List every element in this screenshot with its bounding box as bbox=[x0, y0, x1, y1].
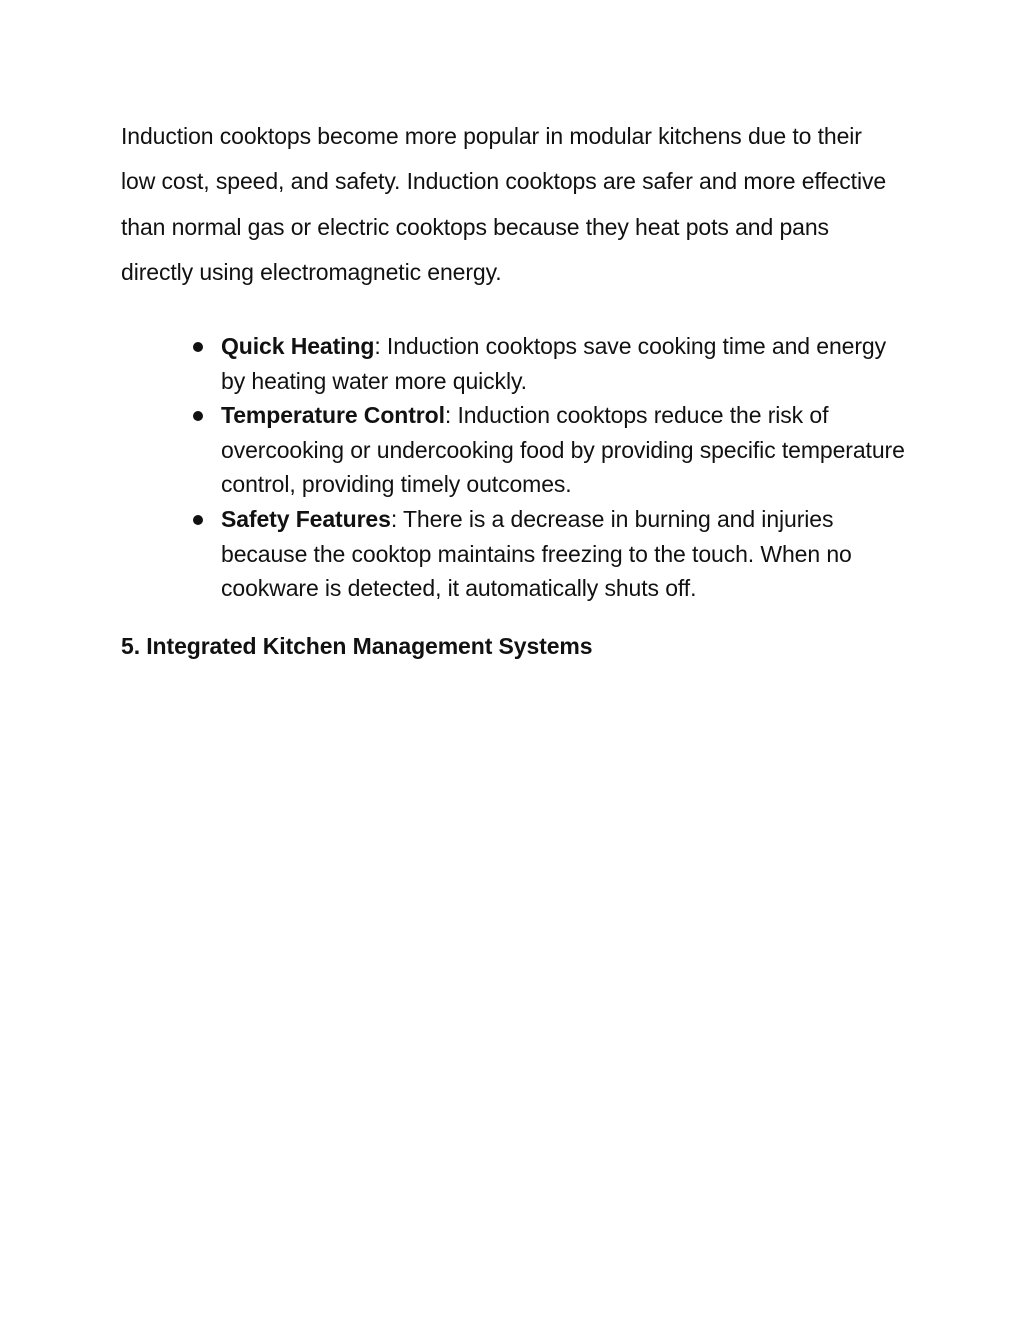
bullet-term: Temperature Control bbox=[221, 402, 445, 429]
bullet-term: Safety Features bbox=[221, 505, 391, 532]
intro-paragraph: Induction cooktops become more popular in modular kitchens due to their low cost, speed, and safety. Induction cooktops are safer and more effective than normal gas or electric cooktops because they heat pots and pans directly using electromagnetic energy. bbox=[121, 123, 887, 285]
bullet-icon bbox=[193, 342, 203, 352]
bullet-text: : Induction cooktops reduce the risk of overcooking or undercooking food by providing specific temperature control, providing timely outcomes. bbox=[221, 402, 905, 498]
bullet-text: : There is a decrease in burning and injuries because the cooktop maintains freezing to the touch. When no cookware is detected, it automatically shuts off. bbox=[221, 505, 852, 602]
bullet-icon bbox=[193, 515, 203, 525]
bullet-term: Quick Heating bbox=[221, 333, 375, 359]
section-heading: 5. Integrated Kitchen Management Systems bbox=[121, 633, 593, 659]
feature-list bbox=[221, 329, 911, 606]
bullet-icon bbox=[193, 411, 203, 421]
list-item-safety-features bbox=[221, 502, 911, 606]
list-item-quick-heating bbox=[221, 329, 911, 398]
bullet-text: : Induction cooktops save cooking time and energy by heating water more quickly. bbox=[221, 333, 886, 394]
list-item-temperature-control bbox=[221, 398, 911, 502]
